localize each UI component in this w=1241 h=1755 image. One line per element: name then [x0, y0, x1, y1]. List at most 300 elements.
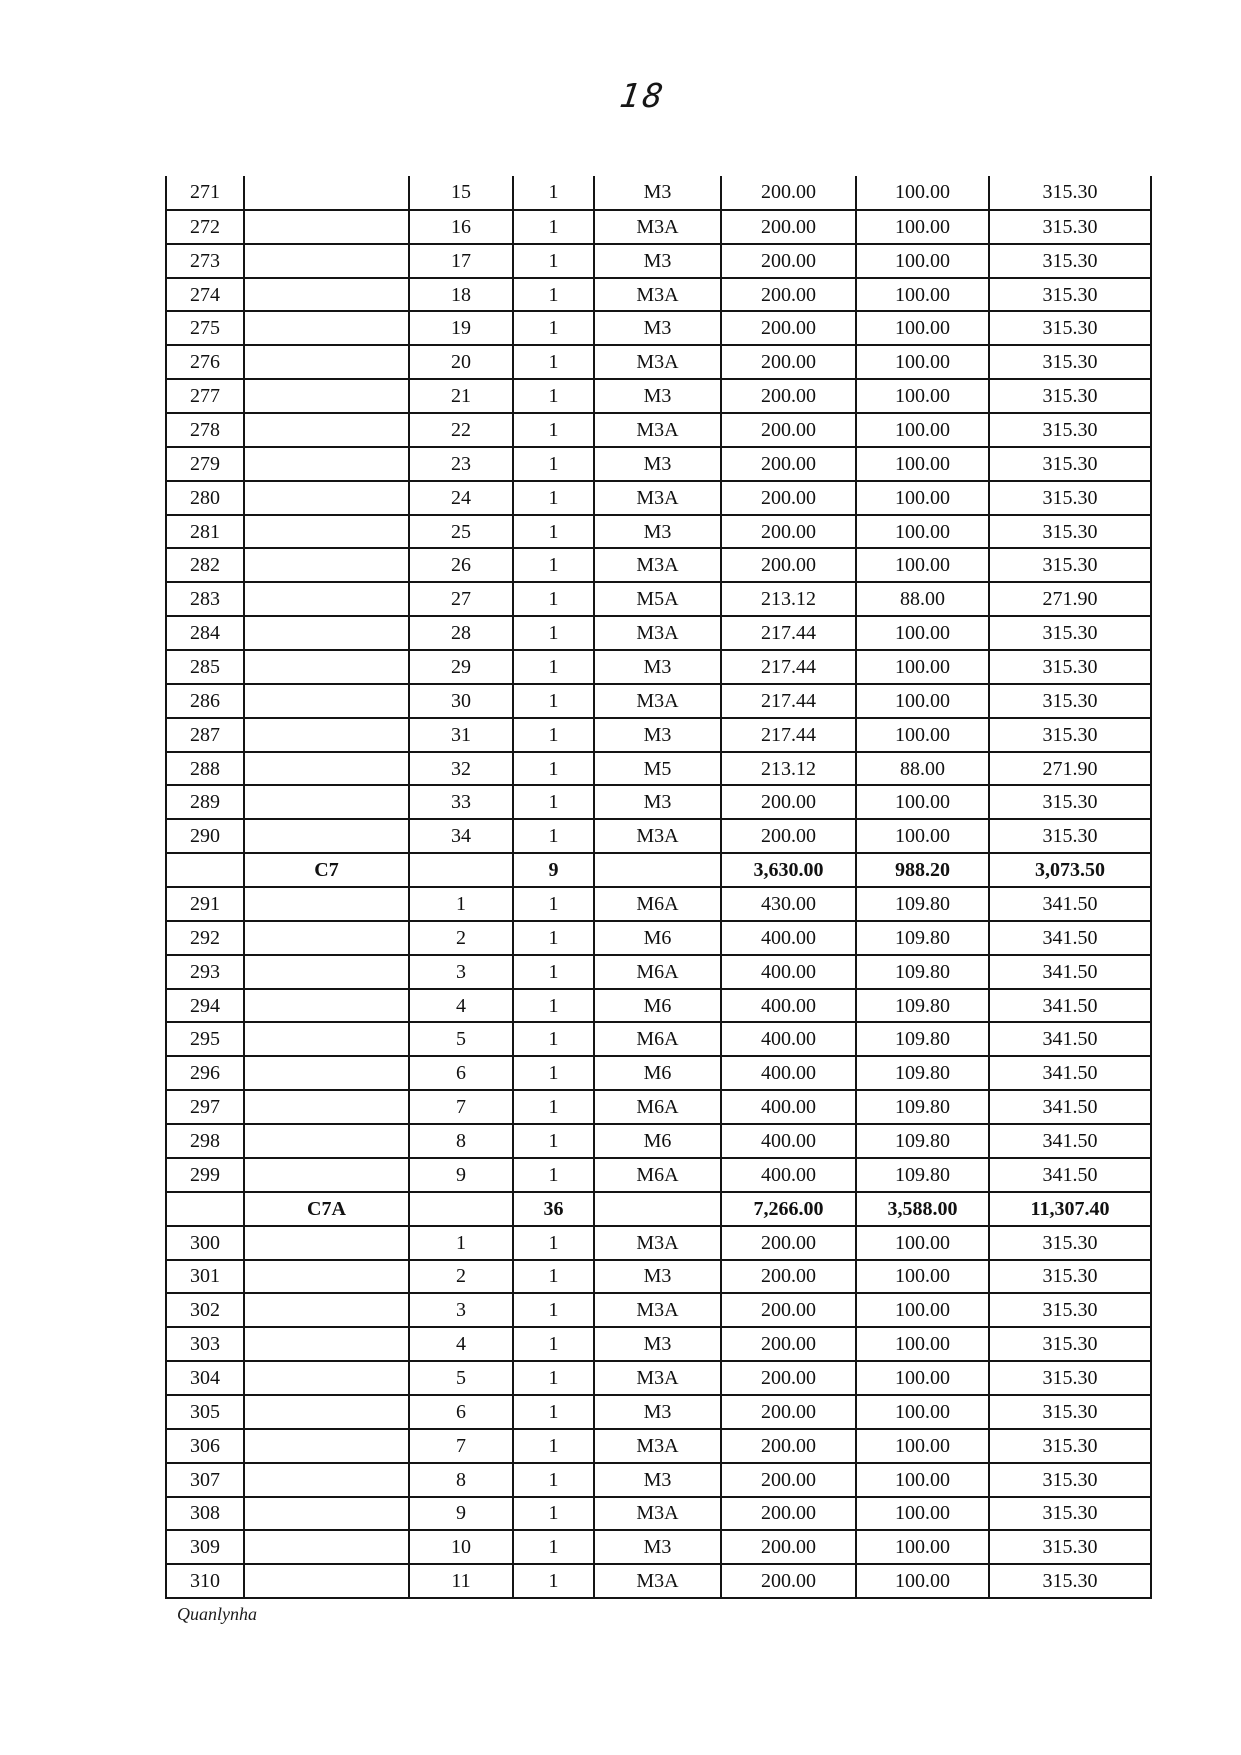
table-row: [166, 1293, 1151, 1327]
table-cell: 1: [513, 582, 594, 616]
table-cell: 100.00: [856, 1429, 989, 1463]
table-row: [166, 1022, 1151, 1056]
table-cell: 8: [409, 1463, 513, 1497]
table-cell: M3: [594, 379, 721, 413]
table-cell: 27: [409, 582, 513, 616]
table-cell: 315.30: [989, 1530, 1151, 1564]
table-cell: 292: [166, 921, 244, 955]
table-cell: 100.00: [856, 176, 989, 210]
table-cell: 284: [166, 616, 244, 650]
table-cell: 100.00: [856, 481, 989, 515]
table-cell: 11,307.40: [989, 1192, 1151, 1226]
table-cell: 1: [513, 785, 594, 819]
table-cell: 291: [166, 887, 244, 921]
table-cell: 280: [166, 481, 244, 515]
table-cell: [244, 1395, 409, 1429]
table-cell: 1: [513, 1056, 594, 1090]
table-cell: [244, 1361, 409, 1395]
table-cell: 271: [166, 176, 244, 210]
table-cell: 28: [409, 616, 513, 650]
table-cell: [244, 447, 409, 481]
table-cell: 297: [166, 1090, 244, 1124]
table-row: [166, 1564, 1151, 1598]
table-cell: 315.30: [989, 1226, 1151, 1260]
table-cell: 3: [409, 1293, 513, 1327]
table-cell: 10: [409, 1530, 513, 1564]
table-cell: M5: [594, 752, 721, 786]
table-cell: M6A: [594, 1158, 721, 1192]
table-cell: M3: [594, 244, 721, 278]
table-row: [166, 1395, 1151, 1429]
table-cell: 200.00: [721, 1497, 856, 1531]
table-cell: 294: [166, 989, 244, 1023]
table-cell: [166, 1192, 244, 1226]
table-cell: 100.00: [856, 244, 989, 278]
table-cell: M3: [594, 650, 721, 684]
table-cell: [244, 921, 409, 955]
table-cell: [244, 1429, 409, 1463]
table-cell: 100.00: [856, 650, 989, 684]
table-cell: 299: [166, 1158, 244, 1192]
table-row: [166, 244, 1151, 278]
table-cell: 341.50: [989, 1124, 1151, 1158]
table-cell: [244, 1530, 409, 1564]
table-cell: 100.00: [856, 1395, 989, 1429]
table-cell: 100.00: [856, 278, 989, 312]
table-cell: 3,630.00: [721, 853, 856, 887]
table-cell: 100.00: [856, 1260, 989, 1294]
table-cell: [244, 887, 409, 921]
table-row: [166, 278, 1151, 312]
table-cell: M3A: [594, 1429, 721, 1463]
table-cell: 271.90: [989, 752, 1151, 786]
table-cell: 315.30: [989, 616, 1151, 650]
table-cell: 315.30: [989, 515, 1151, 549]
table-row: [166, 515, 1151, 549]
table-cell: 100.00: [856, 616, 989, 650]
table-cell: M6A: [594, 955, 721, 989]
table-cell: 8: [409, 1124, 513, 1158]
table-cell: 100.00: [856, 548, 989, 582]
table-cell: 1: [513, 1564, 594, 1598]
table-cell: 100.00: [856, 1530, 989, 1564]
table-cell: 1: [513, 650, 594, 684]
table-cell: 282: [166, 548, 244, 582]
table-row: [166, 650, 1151, 684]
table-cell: [244, 1327, 409, 1361]
table-cell: 315.30: [989, 718, 1151, 752]
table-cell: 200.00: [721, 210, 856, 244]
table-cell: 100.00: [856, 515, 989, 549]
table-row: [166, 616, 1151, 650]
table-cell: 17: [409, 244, 513, 278]
table-cell: M3A: [594, 1497, 721, 1531]
table-cell: 289: [166, 785, 244, 819]
table-cell: [244, 1226, 409, 1260]
table-cell: 213.12: [721, 752, 856, 786]
table-cell: 100.00: [856, 379, 989, 413]
table-row: [166, 311, 1151, 345]
table-row: [166, 413, 1151, 447]
table-cell: 2: [409, 1260, 513, 1294]
table-cell: 309: [166, 1530, 244, 1564]
table-cell: 100.00: [856, 718, 989, 752]
table-cell: 301: [166, 1260, 244, 1294]
footer-note: Quanlynha: [177, 1604, 257, 1624]
table-cell: [244, 1293, 409, 1327]
table-cell: [244, 244, 409, 278]
table-cell: 19: [409, 311, 513, 345]
table-cell: 109.80: [856, 1056, 989, 1090]
table-cell: M3A: [594, 413, 721, 447]
table-cell: 5: [409, 1361, 513, 1395]
table-cell: 290: [166, 819, 244, 853]
table-cell: M3: [594, 1530, 721, 1564]
table-cell: 1: [513, 1361, 594, 1395]
table-cell: M3: [594, 311, 721, 345]
table-cell: 1: [513, 718, 594, 752]
table-cell: 18: [409, 278, 513, 312]
table-cell: 400.00: [721, 1056, 856, 1090]
table-cell: M3: [594, 1327, 721, 1361]
table-cell: 315.30: [989, 210, 1151, 244]
table-cell: 310: [166, 1564, 244, 1598]
table-cell: 295: [166, 1022, 244, 1056]
table-cell: 315.30: [989, 650, 1151, 684]
table-row: [166, 1429, 1151, 1463]
table-cell: 213.12: [721, 582, 856, 616]
table-cell: 6: [409, 1395, 513, 1429]
table-cell: 1: [513, 481, 594, 515]
table-cell: 400.00: [721, 1124, 856, 1158]
table-cell: [244, 785, 409, 819]
table-cell: 20: [409, 345, 513, 379]
table-cell: M3: [594, 447, 721, 481]
table-cell: M3: [594, 1260, 721, 1294]
table-cell: 109.80: [856, 1158, 989, 1192]
table-cell: 100.00: [856, 1293, 989, 1327]
table-cell: 315.30: [989, 1293, 1151, 1327]
table-cell: 200.00: [721, 1327, 856, 1361]
table-cell: 200.00: [721, 1260, 856, 1294]
table-cell: M6A: [594, 1022, 721, 1056]
table-row: [166, 785, 1151, 819]
table-cell: 288: [166, 752, 244, 786]
table-cell: 100.00: [856, 210, 989, 244]
table-cell: 279: [166, 447, 244, 481]
table-row: [166, 481, 1151, 515]
table-cell: 273: [166, 244, 244, 278]
table-cell: 304: [166, 1361, 244, 1395]
table-cell: 315.30: [989, 1260, 1151, 1294]
table-cell: 200.00: [721, 379, 856, 413]
table-row: [166, 1463, 1151, 1497]
table-cell: 200.00: [721, 785, 856, 819]
table-cell: [244, 413, 409, 447]
table-cell: 15: [409, 176, 513, 210]
table-cell: 315.30: [989, 1327, 1151, 1361]
table-row: [166, 1124, 1151, 1158]
table-row: [166, 345, 1151, 379]
table-cell: 315.30: [989, 1497, 1151, 1531]
table-row: [166, 955, 1151, 989]
table-cell: M3A: [594, 548, 721, 582]
table-cell: 400.00: [721, 989, 856, 1023]
table-cell: 200.00: [721, 481, 856, 515]
table-cell: 200.00: [721, 515, 856, 549]
table-row: [166, 989, 1151, 1023]
table-cell: 315.30: [989, 413, 1151, 447]
table-cell: M3A: [594, 345, 721, 379]
table-cell: M3A: [594, 616, 721, 650]
table-cell: M3A: [594, 481, 721, 515]
table-cell: 315.30: [989, 244, 1151, 278]
table-cell: 293: [166, 955, 244, 989]
table-cell: [244, 684, 409, 718]
table-cell: 1: [409, 887, 513, 921]
table-cell: 9: [513, 853, 594, 887]
table-cell: 200.00: [721, 1226, 856, 1260]
table-cell: 109.80: [856, 921, 989, 955]
table-row: [166, 921, 1151, 955]
table-cell: 5: [409, 1022, 513, 1056]
table-cell: 100.00: [856, 413, 989, 447]
table-cell: 100.00: [856, 684, 989, 718]
table-cell: [244, 1022, 409, 1056]
table-cell: [244, 1124, 409, 1158]
table-cell: 1: [513, 989, 594, 1023]
table-cell: 1: [513, 1293, 594, 1327]
table-cell: 287: [166, 718, 244, 752]
table-row: [166, 1056, 1151, 1090]
table-cell: 271.90: [989, 582, 1151, 616]
table-cell: 100.00: [856, 311, 989, 345]
table-row: [166, 1226, 1151, 1260]
table-cell: 296: [166, 1056, 244, 1090]
table-cell: [244, 1260, 409, 1294]
table-cell: 1: [513, 921, 594, 955]
table-cell: 217.44: [721, 616, 856, 650]
table-cell: M3A: [594, 1226, 721, 1260]
table-cell: 1: [513, 1497, 594, 1531]
table-cell: 21: [409, 379, 513, 413]
table-row: [166, 1090, 1151, 1124]
table-cell: [409, 853, 513, 887]
table-cell: M3A: [594, 1564, 721, 1598]
table-cell: 26: [409, 548, 513, 582]
table-row: [166, 379, 1151, 413]
table-cell: 200.00: [721, 413, 856, 447]
table-cell: 200.00: [721, 1361, 856, 1395]
table-row: [166, 1158, 1151, 1192]
table-cell: 25: [409, 515, 513, 549]
table-cell: [244, 616, 409, 650]
table-cell: 1: [513, 1260, 594, 1294]
table-cell: M6: [594, 1056, 721, 1090]
table-cell: 100.00: [856, 1497, 989, 1531]
table-cell: 3,073.50: [989, 853, 1151, 887]
table-cell: 341.50: [989, 989, 1151, 1023]
table-cell: 2: [409, 921, 513, 955]
table-cell: 16: [409, 210, 513, 244]
data-table: [165, 176, 1152, 1599]
table-cell: 200.00: [721, 1395, 856, 1429]
table-cell: 1: [513, 955, 594, 989]
table-cell: M6: [594, 989, 721, 1023]
table-cell: 400.00: [721, 1158, 856, 1192]
table-cell: 305: [166, 1395, 244, 1429]
table-cell: M5A: [594, 582, 721, 616]
table-cell: 200.00: [721, 278, 856, 312]
table-cell: 1: [513, 447, 594, 481]
table-cell: [244, 989, 409, 1023]
table-cell: 1: [513, 1226, 594, 1260]
table-cell: [244, 752, 409, 786]
table-cell: [244, 582, 409, 616]
table-cell: 22: [409, 413, 513, 447]
table-row: [166, 1327, 1151, 1361]
table-cell: 341.50: [989, 1056, 1151, 1090]
table-cell: 109.80: [856, 989, 989, 1023]
table-cell: 29: [409, 650, 513, 684]
table-cell: 1: [513, 515, 594, 549]
table-cell: 315.30: [989, 176, 1151, 210]
table-cell: [244, 1090, 409, 1124]
table-row: [166, 582, 1151, 616]
table-cell: C7A: [244, 1192, 409, 1226]
table-cell: [244, 379, 409, 413]
table-cell: 100.00: [856, 819, 989, 853]
table-cell: M3A: [594, 278, 721, 312]
table-cell: 100.00: [856, 1564, 989, 1598]
table-cell: 278: [166, 413, 244, 447]
table-cell: 200.00: [721, 1564, 856, 1598]
table-cell: 303: [166, 1327, 244, 1361]
table-cell: M3: [594, 1463, 721, 1497]
table-cell: 300: [166, 1226, 244, 1260]
table-cell: 3: [409, 955, 513, 989]
table-row: [166, 1361, 1151, 1395]
table-cell: M3: [594, 718, 721, 752]
table-row: [166, 819, 1151, 853]
table-cell: 275: [166, 311, 244, 345]
table-cell: [244, 548, 409, 582]
table-cell: 285: [166, 650, 244, 684]
group-summary-row: [166, 1192, 1151, 1226]
table-cell: 100.00: [856, 345, 989, 379]
table-cell: 7,266.00: [721, 1192, 856, 1226]
table-cell: 4: [409, 989, 513, 1023]
table-cell: 3,588.00: [856, 1192, 989, 1226]
table-cell: 1: [513, 1395, 594, 1429]
table-cell: 988.20: [856, 853, 989, 887]
table-cell: 1: [513, 278, 594, 312]
table-cell: 100.00: [856, 1327, 989, 1361]
table-cell: 315.30: [989, 1395, 1151, 1429]
table-cell: [244, 345, 409, 379]
table-cell: 4: [409, 1327, 513, 1361]
table-cell: M6: [594, 1124, 721, 1158]
table-cell: [244, 176, 409, 210]
table-cell: 272: [166, 210, 244, 244]
table-cell: M3: [594, 1395, 721, 1429]
table-cell: 36: [513, 1192, 594, 1226]
table-cell: 315.30: [989, 379, 1151, 413]
table-cell: 315.30: [989, 481, 1151, 515]
table-cell: 100.00: [856, 1226, 989, 1260]
table-cell: 430.00: [721, 887, 856, 921]
table-cell: 1: [513, 1124, 594, 1158]
table-cell: 30: [409, 684, 513, 718]
table-cell: 88.00: [856, 582, 989, 616]
table-cell: 217.44: [721, 650, 856, 684]
table-cell: M6A: [594, 887, 721, 921]
table-cell: [244, 1056, 409, 1090]
table-cell: 341.50: [989, 921, 1151, 955]
table-cell: 31: [409, 718, 513, 752]
table-cell: 109.80: [856, 1124, 989, 1158]
table-cell: [244, 650, 409, 684]
table-cell: 1: [513, 176, 594, 210]
table-cell: 1: [513, 210, 594, 244]
table-cell: 100.00: [856, 1463, 989, 1497]
table-cell: 1: [513, 887, 594, 921]
table-cell: [244, 278, 409, 312]
table-cell: 100.00: [856, 447, 989, 481]
table-cell: [244, 1497, 409, 1531]
table-cell: 1: [513, 311, 594, 345]
table-cell: 315.30: [989, 345, 1151, 379]
table-cell: M3A: [594, 210, 721, 244]
table-cell: 315.30: [989, 819, 1151, 853]
table-cell: 341.50: [989, 887, 1151, 921]
table-cell: 109.80: [856, 1090, 989, 1124]
table-cell: 315.30: [989, 684, 1151, 718]
table-row: [166, 887, 1151, 921]
table-cell: [244, 819, 409, 853]
table-cell: 315.30: [989, 785, 1151, 819]
table-cell: 109.80: [856, 955, 989, 989]
table-cell: 200.00: [721, 311, 856, 345]
table-cell: M6A: [594, 1090, 721, 1124]
table-cell: 1: [513, 379, 594, 413]
table-cell: [244, 1564, 409, 1598]
table-cell: M3: [594, 785, 721, 819]
table-row: [166, 447, 1151, 481]
table-cell: 283: [166, 582, 244, 616]
table-cell: [244, 515, 409, 549]
table-cell: 400.00: [721, 955, 856, 989]
table-cell: 7: [409, 1090, 513, 1124]
table-cell: M3: [594, 515, 721, 549]
table-cell: [166, 853, 244, 887]
table-cell: 315.30: [989, 548, 1151, 582]
table-cell: [244, 210, 409, 244]
table-cell: 341.50: [989, 1158, 1151, 1192]
table-cell: 1: [513, 1022, 594, 1056]
table-cell: [594, 853, 721, 887]
table-cell: M3A: [594, 1361, 721, 1395]
table-cell: 1: [513, 345, 594, 379]
table-cell: 1: [513, 1463, 594, 1497]
table-cell: 1: [513, 1090, 594, 1124]
table-row: [166, 176, 1151, 210]
table-cell: [594, 1192, 721, 1226]
table-cell: 286: [166, 684, 244, 718]
table-cell: M3: [594, 176, 721, 210]
table-cell: [244, 1158, 409, 1192]
table-cell: 1: [513, 752, 594, 786]
